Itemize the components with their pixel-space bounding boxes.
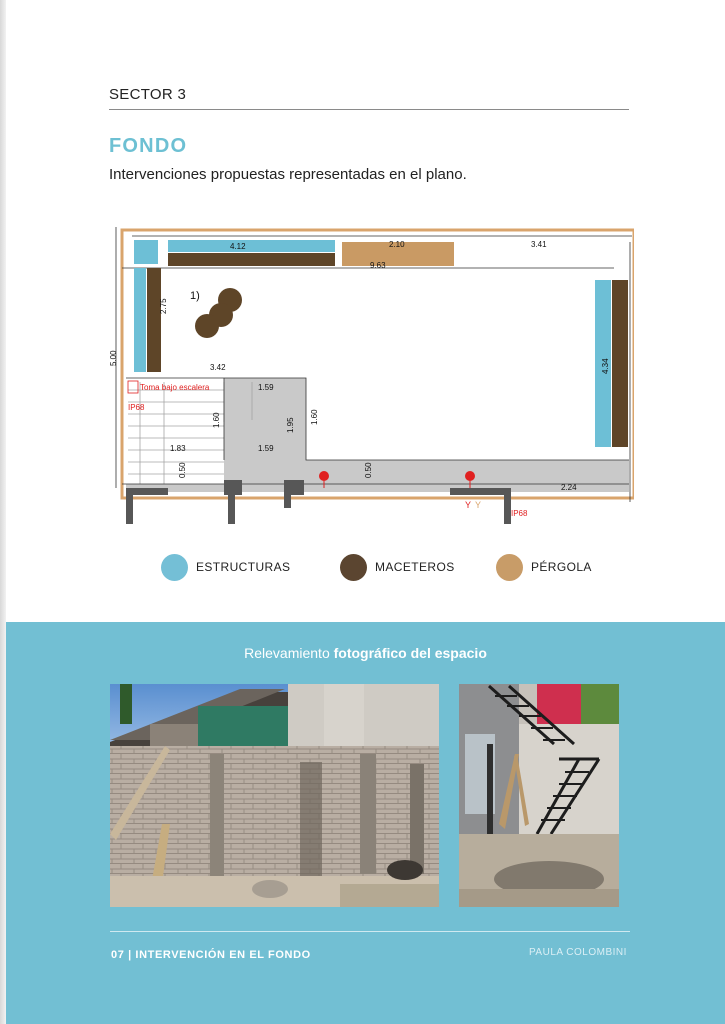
dim-label: 9.63	[370, 261, 386, 270]
legend-label: PÉRGOLA	[531, 560, 592, 574]
photo-backyard-wall	[110, 684, 439, 907]
structure-top-left	[134, 240, 158, 264]
light-marker	[319, 471, 329, 481]
footer-author: PAULA COLOMBINI	[529, 947, 627, 958]
planter-marker: 1)	[190, 290, 200, 302]
dim-label: 0.50	[364, 462, 373, 478]
planter-right	[612, 280, 628, 447]
photo-section	[6, 622, 725, 1024]
ip-label: IP68	[128, 403, 145, 412]
dim-label: 5.00	[109, 350, 118, 366]
photo-metal-staircase	[459, 684, 619, 907]
dim-label: 1.83	[170, 444, 186, 453]
legend-swatch	[340, 554, 367, 581]
dim-label: 1.60	[310, 409, 319, 425]
dim-label: 4.12	[230, 242, 246, 251]
outlet-note: Toma bajo escalera	[140, 383, 210, 392]
dim-label: 3.42	[210, 363, 226, 372]
dim-label: 1.60	[212, 412, 221, 428]
header-divider	[109, 109, 629, 110]
floor-plan	[104, 222, 634, 524]
legend-swatch	[496, 554, 523, 581]
dim-label: 2.75	[159, 298, 168, 314]
light-marker	[465, 471, 475, 481]
page-subtitle: Intervenciones propuestas representadas en el plano.	[109, 166, 467, 183]
document-page	[6, 0, 725, 1024]
dim-label: 3.41	[531, 240, 547, 249]
photo-section-title-regular: Relevamiento	[244, 645, 334, 661]
planter-pot	[195, 314, 219, 338]
dim-label: 1.59	[258, 444, 274, 453]
dim-label: 1.59	[258, 383, 274, 392]
dim-label: 2.10	[389, 240, 405, 249]
ip-label: IP68	[511, 509, 528, 518]
dim-label: 0.50	[178, 462, 187, 478]
photo-section-title-bold: fotográfico del espacio	[333, 645, 487, 661]
dim-label: 4.34	[601, 358, 610, 374]
dim-label: 1.95	[286, 417, 295, 433]
section-label: SECTOR 3	[109, 86, 187, 103]
page-title: FONDO	[109, 135, 188, 157]
outlet-box	[128, 381, 138, 393]
legend-item-planters	[340, 552, 455, 582]
lot-boundary	[122, 230, 634, 498]
planter-top	[168, 253, 335, 266]
planter-left	[147, 268, 161, 372]
legend-label: ESTRUCTURAS	[196, 560, 291, 574]
structure-top	[168, 240, 335, 252]
legend-item-pergola	[496, 552, 592, 582]
svg-text:Y: Y	[475, 500, 482, 510]
structure-left	[134, 268, 146, 372]
footer-divider	[110, 931, 630, 932]
legend-label: MACETEROS	[375, 560, 455, 574]
photo-section-title	[6, 645, 725, 661]
legend-swatch	[161, 554, 188, 581]
dim-label: 2.24	[561, 483, 577, 492]
legend-item-structures	[161, 552, 290, 582]
footer-page-label: 07 | INTERVENCIÓN EN EL FONDO	[111, 949, 311, 961]
svg-text:Y: Y	[465, 500, 472, 510]
